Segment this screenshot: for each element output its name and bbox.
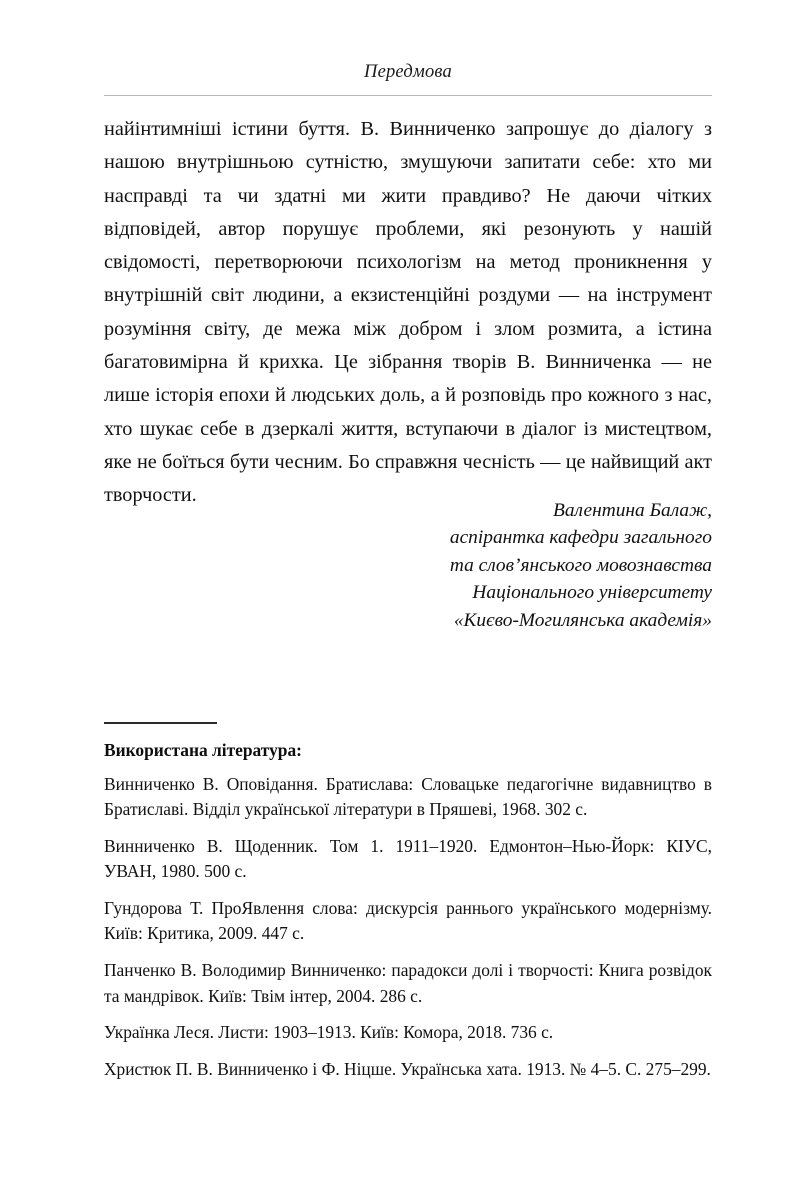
body-text-block [104, 113, 712, 513]
running-head: Передмова [364, 62, 452, 82]
signature-line-university: Національного університету [472, 582, 712, 604]
bibliography-entry: Українка Леся. Листи: 1903–1913. Київ: Комора, 2018. 736 с. [104, 1022, 554, 1043]
bibliography-entry: Винниченко В. Оповідання. Братислава: Словацьке педагогічне видавництво в Братиславі. Відділ української літератури в Пряшеві, 1968. 302 с. [104, 774, 712, 820]
bibliography-entry: Панченко В. Володимир Винниченко: парадокси долі і творчості: Книга розвідок та мандрівок. Київ: Твім інтер, 2004. 286 с. [104, 960, 712, 1006]
signature-line-department: та слов’янського мовознавства [449, 554, 712, 576]
bibliography-section [104, 738, 712, 1082]
bibliography-title: Використана література: [104, 740, 302, 760]
body-paragraph: найінтимніші істини буття. В. Винниченко запрошує до діалогу з нашою внутрішньою сутністю, змушуючи запитати себе: хто ми насправді та чи здатні ми жити правдиво? Не даючи чітких відповідей, автор порушує проблеми, які резонують у нашій свідомості, перетворюючи психологізм на метод проникнення у внутрішній світ людини, а екзистенційні роздуми — на інструмент розуміння світу, де межа між добром і злом розмита, а істина багатовимірна й крихка. Це зібрання творів В. Винниченка — не лише історія епохи й людських доль, а й розповідь про кожного з нас, хто шукає себе в дзеркалі життя, вступаючи в діалог із мистецтвом, яке не боїться бути чесним. Бо справжня чесність — це найвищий акт творчости. [104, 118, 712, 507]
signature-line-role: аспірантка кафедри загального [449, 527, 712, 549]
bibliography-entry: Христюк П. В. Винниченко і Ф. Ніцше. Українська хата. 1913. № 4–5. С. 275–299. [104, 1059, 711, 1080]
header-rule [104, 95, 712, 96]
signature-line-author: Валентина Балаж, [553, 500, 712, 521]
signature-block [104, 497, 712, 634]
signature-line-institution: «Києво-Могилянська академія» [453, 609, 712, 631]
bibliography-entry: Гундорова Т. ПроЯвлення слова: дискурсія раннього українського модернізму. Київ: Критика, 2009. 447 с. [104, 898, 712, 944]
bibliography-entry: Винниченко В. Щоденник. Том 1. 1911–1920. Едмонтон–Нью-Йорк: КІУС, УВАН, 1980. 500 с. [104, 836, 712, 882]
bibliography-rule [104, 722, 217, 724]
